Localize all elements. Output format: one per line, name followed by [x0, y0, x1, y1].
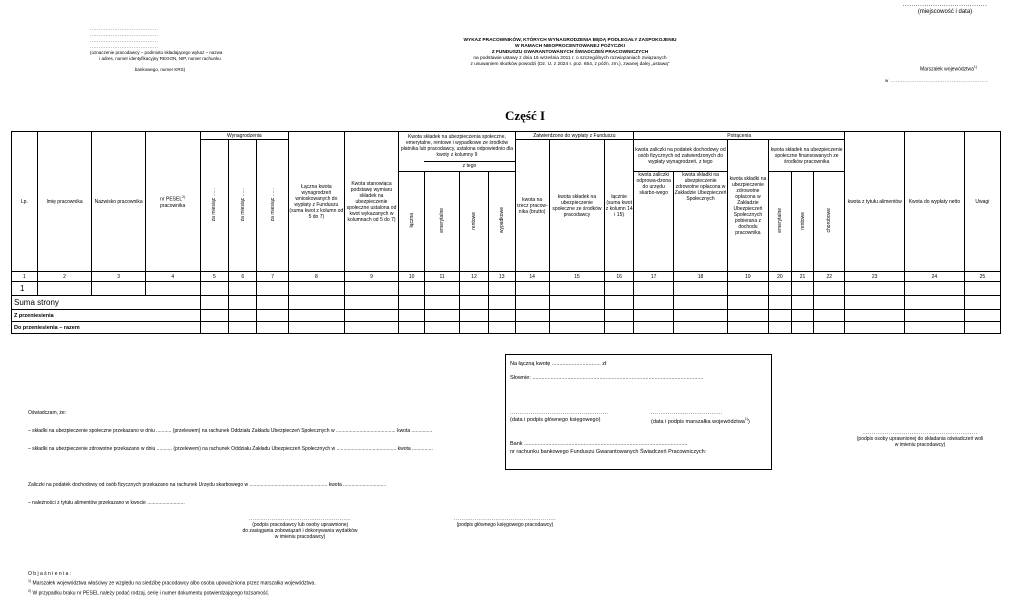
- data-cell[interactable]: [460, 296, 489, 310]
- table-row: [12, 282, 1001, 296]
- column-number-17: 17: [634, 272, 674, 282]
- oswiadczam-line-2: – składki na ubezpieczenie zdrowotne przekazano w dniu ........... (przelewem) na rachunek Oddziału Zakładu Ubezpieczeń Społecznych w ........................................... kwota ...............: [28, 446, 433, 452]
- header-rentowe: rentowe: [460, 172, 489, 272]
- data-cell[interactable]: [549, 296, 605, 310]
- data-cell[interactable]: [769, 322, 792, 334]
- employer-sig-caption-2: do zasiągania zobowiązań i dokonywania wydatków: [242, 528, 358, 534]
- data-cell[interactable]: [344, 322, 399, 334]
- header-kwota-rzecz: kwota na rzecz pracow-nika (brutto): [515, 140, 549, 272]
- data-cell[interactable]: [605, 310, 634, 322]
- place-date-label: (miejscowość i data): [917, 9, 973, 15]
- header-skladki-zdrow-2: kwota składki na ubezpieczenie zdrowotne opłacona w Zakładzie Ubezpieczeń Społecznych pobierana z dochodu pracownika: [727, 140, 768, 272]
- data-cell[interactable]: [791, 322, 814, 334]
- column-number-20: 20: [769, 272, 792, 282]
- data-cell[interactable]: [488, 296, 515, 310]
- z-przeniesienia-label: Z przeniesienia: [12, 310, 201, 322]
- column-number-13: 13: [488, 272, 515, 282]
- data-cell[interactable]: [200, 322, 229, 334]
- data-cell[interactable]: [727, 322, 768, 334]
- data-cell[interactable]: [289, 296, 345, 310]
- header-zatwierdzono: Zatwierdzono do wypłaty z Funduszu: [515, 132, 633, 140]
- data-cell[interactable]: [257, 282, 289, 296]
- data-cell[interactable]: [460, 310, 489, 322]
- data-cell[interactable]: [814, 322, 845, 334]
- data-cell[interactable]: [229, 282, 257, 296]
- z-przeniesienia-row: [12, 310, 1001, 322]
- data-cell[interactable]: [845, 322, 905, 334]
- data-cell[interactable]: [399, 322, 425, 334]
- column-number-8: 8: [289, 272, 345, 282]
- accountant-signature: [440, 516, 570, 528]
- heading-line-2: W RAMACH NIEOPROCENTOWANEJ POŻYCZKI: [515, 44, 625, 49]
- data-cell[interactable]: [515, 282, 549, 296]
- nr-rachunku-line: nr rachunku bankowego Funduszu Gwarantowanych Świadczeń Pracowniczych:: [510, 449, 707, 455]
- data-cell[interactable]: [674, 296, 728, 310]
- column-number-23: 23: [845, 272, 905, 282]
- data-cell[interactable]: [814, 282, 845, 296]
- data-cell[interactable]: [399, 310, 425, 322]
- slownie-line: Słownie: ................................................................................................................: [510, 375, 704, 381]
- heading-line-1: WYKAZ PRACOWNIKÓW, KTÓRYCH WYNAGRODZENIA BĘDĄ PODLEGAŁY ZASPOKOJENIU: [463, 38, 677, 43]
- data-cell[interactable]: [289, 310, 345, 322]
- header-uwagi: Uwagi: [964, 132, 1000, 272]
- accountant-sig-dots: ......................................................: [453, 516, 556, 522]
- part-title: Część I: [505, 108, 546, 123]
- data-cell[interactable]: [37, 282, 92, 296]
- suma-strony-row: [12, 296, 1001, 310]
- data-cell[interactable]: [905, 296, 965, 310]
- notes-block: [28, 571, 316, 597]
- column-number-7: 7: [257, 272, 289, 282]
- column-number-11: 11: [425, 272, 460, 282]
- notes-title: O b j a ś n i e n i a :: [28, 571, 72, 577]
- data-cell[interactable]: [634, 282, 674, 296]
- data-cell[interactable]: [549, 282, 605, 296]
- data-cell[interactable]: [515, 310, 549, 322]
- data-cell[interactable]: [964, 296, 1000, 310]
- header-emerytalne: emerytalne: [425, 172, 460, 272]
- authorized-dots: .............................................................: [862, 430, 978, 436]
- header-imie: Imię pracownika: [37, 132, 92, 272]
- column-number-6: 6: [229, 272, 257, 282]
- column-number-21: 21: [791, 272, 814, 282]
- data-cell[interactable]: [399, 296, 425, 310]
- employer-caption-2: i adres, numer identyfikacyjny REGON, NIP, numer rachunku: [99, 56, 221, 61]
- data-cell[interactable]: [229, 296, 257, 310]
- data-cell[interactable]: [674, 310, 728, 322]
- data-cell[interactable]: [905, 282, 965, 296]
- marszalek-dots: ......................................: [651, 410, 723, 416]
- column-numbers-row: [12, 272, 1001, 282]
- data-cell[interactable]: [905, 310, 965, 322]
- ksiegowy-dots: ....................................................: [510, 410, 609, 416]
- data-cell[interactable]: [425, 310, 460, 322]
- suma-strony-label: Suma strony: [12, 296, 201, 310]
- data-cell[interactable]: [289, 282, 345, 296]
- column-number-2: 2: [37, 272, 92, 282]
- column-number-24: 24: [905, 272, 965, 282]
- column-number-22: 22: [814, 272, 845, 282]
- marshal-label: Marszałek województwa$^{1)}$: [920, 65, 978, 73]
- header-kwota-stanowiaca: Kwota stanowiąca podstawę wymiaru składek na ubezpieczenie społeczne ustalona od kwot wykazanych w kolumnach od 5 do 7): [344, 132, 399, 272]
- heading-line-4: na podstawie ustawy z dnia 16 września 2011 r. o szczególnych rozwiązaniach związanych: [473, 56, 667, 61]
- oswiadczam-block: [28, 410, 433, 452]
- data-cell[interactable]: [92, 282, 146, 296]
- column-number-25: 25: [964, 272, 1000, 282]
- data-cell[interactable]: [488, 322, 515, 334]
- do-przeniesienia-label: Do przeniesienia – razem: [12, 322, 201, 334]
- header-wynagrodzenia: Wynagrodzenia: [200, 132, 289, 140]
- data-cell[interactable]: [460, 322, 489, 334]
- header-zaliczki-odprow: kwota zaliczki odprowa-dzona do urzędu skarbo-wego: [634, 172, 674, 272]
- oswiadczam-line-1: – składki na ubezpieczenie społeczne przekazano w dniu ........... (przelewem) na rachunek Oddziału Zakładu Ubezpieczeń Społecznych w ........................................... kwota ...............: [28, 428, 433, 434]
- header-z-tego: z tego: [424, 161, 514, 169]
- data-cell[interactable]: [634, 322, 674, 334]
- data-cell[interactable]: [634, 296, 674, 310]
- header-alimenty: kwota z tytułu alimentów: [845, 132, 905, 272]
- data-cell[interactable]: [727, 282, 768, 296]
- header-skladki-pracodawcy: Kwota składek na ubezpieczenia społeczne, emerytalne, rentowe i wypadkowe ze środków płatnika lub pracodawcy, ustalona odpowiednio dla kwoty z kolumny 9 z tego: [399, 132, 515, 172]
- header-zaliczka: kwota zaliczki na podatek dochodowy od osób fizycznych od zatwierdzonych do wypłaty wynagrodzeń, z tego: [634, 140, 728, 172]
- data-cell[interactable]: [964, 322, 1000, 334]
- header-lp: Lp.: [12, 132, 38, 272]
- data-cell[interactable]: [425, 322, 460, 334]
- data-cell[interactable]: [425, 296, 460, 310]
- data-cell[interactable]: [229, 322, 257, 334]
- column-number-9: 9: [344, 272, 399, 282]
- data-cell[interactable]: [200, 310, 229, 322]
- bank-line: Bank ...........................................................................................................: [510, 441, 688, 447]
- data-cell[interactable]: [257, 310, 289, 322]
- data-cell[interactable]: [634, 310, 674, 322]
- header-rentowe-2: rentowe: [791, 172, 814, 272]
- data-cell[interactable]: [425, 282, 460, 296]
- heading-line-3: Z FUNDUSZU GWARANTOWANYCH ŚWIADCZEŃ PRACOWNICZYCH: [491, 50, 649, 55]
- header-emerytalne-2: emerytalne: [769, 172, 792, 272]
- data-cell[interactable]: [791, 282, 814, 296]
- data-cell[interactable]: [727, 296, 768, 310]
- data-cell[interactable]: [549, 310, 605, 322]
- header-nazwisko: Nazwisko pracownika: [92, 132, 146, 272]
- header-kwota-skladek-prac: kwota składek na ubezpieczenie społeczne ze środków pracodawcy: [549, 140, 605, 272]
- column-number-3: 3: [92, 272, 146, 282]
- header-miesiac-2: za miesiąc ......: [229, 140, 257, 272]
- data-cell[interactable]: [344, 310, 399, 322]
- employer-sig-dots: ......................................................: [248, 516, 351, 522]
- employees-table: [11, 131, 1001, 334]
- data-cell[interactable]: [769, 296, 792, 310]
- employer-dots-1: .......................................: [90, 26, 159, 31]
- header-miesiac-3: za miesiąc ......: [257, 140, 289, 272]
- column-number-16: 16: [605, 272, 634, 282]
- laczna-kwota-line: Na łączną kwotę ................................ zł: [510, 361, 607, 367]
- ksiegowy-sig: (data i podpis głównego księgowego): [510, 417, 601, 423]
- employer-sig-caption-1: (podpis pracodawcy lub osoby uprawnionej: [252, 522, 348, 528]
- column-number-10: 10: [399, 272, 425, 282]
- header-lacznie: łącznie (suma kwot z kolumn 14 i 15): [605, 140, 634, 272]
- authorized-caption-2: w imieniu pracodawcy): [894, 442, 946, 448]
- header-pesel: nr PESEL$^{2)}$ pracownika: [145, 132, 200, 272]
- data-cell[interactable]: [289, 322, 345, 334]
- column-number-5: 5: [200, 272, 229, 282]
- data-cell[interactable]: [845, 310, 905, 322]
- data-cell[interactable]: [769, 282, 792, 296]
- employer-dots-2: .......................................: [90, 32, 159, 37]
- header-laczna-v: łączna: [399, 172, 425, 272]
- data-cell[interactable]: [605, 322, 634, 334]
- data-cell[interactable]: [964, 310, 1000, 322]
- marszalek-sig: (data i podpis marszałka województwa$^{1)}$): [651, 417, 750, 425]
- data-cell[interactable]: [488, 310, 515, 322]
- employer-dots-4: .......................................: [90, 44, 159, 49]
- note-1: $^{1)}$ Marszałek województwa właściwy ze względu na siedzibę pracodawcy albo osoba upoważniona przez marszałka województwa.: [28, 579, 316, 587]
- header-potracenia: Potrącenia: [634, 132, 845, 140]
- header-miesiac-1: za miesiąc ......: [200, 140, 229, 272]
- data-cell[interactable]: [200, 282, 229, 296]
- marshal-w: w ........................................................: [885, 78, 989, 83]
- column-number-1: 1: [12, 272, 38, 282]
- accountant-sig-caption: (podpis głównego księgowego pracodawcy): [456, 522, 554, 528]
- column-number-12: 12: [460, 272, 489, 282]
- data-cell[interactable]: [845, 282, 905, 296]
- data-cell[interactable]: [769, 310, 792, 322]
- header-laczna-kwota: Łączna kwota wynagrodzeń wnioskowanych do wypłaty z Funduszu (suma kwot z kolumn od 5 do 7): [289, 132, 345, 272]
- employer-dots-3: .......................................: [90, 38, 159, 43]
- approval-box: [505, 354, 772, 470]
- data-cell[interactable]: [727, 310, 768, 322]
- data-cell[interactable]: [399, 282, 425, 296]
- employer-caption-3: bankowego, numer KRS): [134, 67, 186, 72]
- header-netto: Kwota do wypłaty netto: [905, 132, 965, 272]
- column-number-4: 4: [145, 272, 200, 282]
- data-cell[interactable]: [200, 296, 229, 310]
- data-cell[interactable]: [905, 322, 965, 334]
- alimenty-line: – należności z tytułu alimentów przekazano w kwocie ...........................: [28, 500, 185, 506]
- employer-sig-caption-3: w imieniu pracodawcy): [274, 534, 326, 540]
- data-cell[interactable]: [515, 322, 549, 334]
- employer-signature: [225, 516, 375, 540]
- header-skladek-fin: kwota składek na ubezpieczenie społeczne finansowanych ze środków pracownika: [769, 140, 845, 172]
- authorized-signature: [845, 430, 995, 448]
- place-date-dots: .......................................: [902, 2, 988, 8]
- header-skladki-zdrow: kwota składki na ubezpieczenie zdrowotne opłacona w Zakładzie Ubezpieczeń Społecznych: [674, 172, 728, 272]
- data-cell[interactable]: [814, 310, 845, 322]
- data-cell[interactable]: [605, 282, 634, 296]
- row-number-cell: 1: [12, 282, 38, 296]
- form-heading: [420, 38, 720, 68]
- data-cell[interactable]: [145, 282, 200, 296]
- zaliczki-line: Zaliczki na podatek dochodowy od osób fizycznych przekazano na rachunek Urzędu skarbowego w ........................................................ kwota ...............................: [28, 482, 387, 488]
- data-cell[interactable]: [605, 296, 634, 310]
- employer-caption-1: (oznaczenie pracodawcy – podmiotu składającego wykaz – nazwa: [90, 50, 223, 55]
- authorized-caption-1: (podpis osoby uprawnionej do składania oświadczeń woli: [856, 436, 984, 442]
- data-cell[interactable]: [674, 282, 728, 296]
- data-cell[interactable]: [814, 296, 845, 310]
- data-cell[interactable]: [964, 282, 1000, 296]
- data-cell[interactable]: [674, 322, 728, 334]
- header-wypadkowe: wypadkowe: [488, 172, 515, 272]
- data-cell[interactable]: [344, 296, 399, 310]
- column-number-19: 19: [727, 272, 768, 282]
- note-2: $^{2)}$ W przypadku braku nr PESEL należy podać rodzaj, serię i numer dokumentu potwierdzającego tożsamość.: [28, 588, 270, 597]
- data-cell[interactable]: [791, 296, 814, 310]
- data-cell[interactable]: [344, 282, 399, 296]
- place-date-block: [895, 2, 995, 16]
- employer-block: [90, 26, 230, 73]
- data-cell[interactable]: [549, 322, 605, 334]
- column-number-18: 18: [674, 272, 728, 282]
- data-cell[interactable]: [515, 296, 549, 310]
- data-cell[interactable]: [460, 282, 489, 296]
- header-chorobowe: chorobowe: [814, 172, 845, 272]
- data-cell[interactable]: [488, 282, 515, 296]
- data-cell[interactable]: [257, 296, 289, 310]
- oswiadczam-title: Oświadczam, że:: [28, 410, 67, 416]
- data-cell[interactable]: [257, 322, 289, 334]
- do-przeniesienia-row: [12, 322, 1001, 334]
- data-cell[interactable]: [845, 296, 905, 310]
- data-cell[interactable]: [229, 310, 257, 322]
- data-cell[interactable]: [791, 310, 814, 322]
- column-number-15: 15: [549, 272, 605, 282]
- heading-line-5: z usuwaniem skutków powodzi (Dz. U. z 2024 r. poz. 654, z późn. zm.), zwanej dalej „ustawą”: [470, 62, 670, 67]
- column-number-14: 14: [515, 272, 549, 282]
